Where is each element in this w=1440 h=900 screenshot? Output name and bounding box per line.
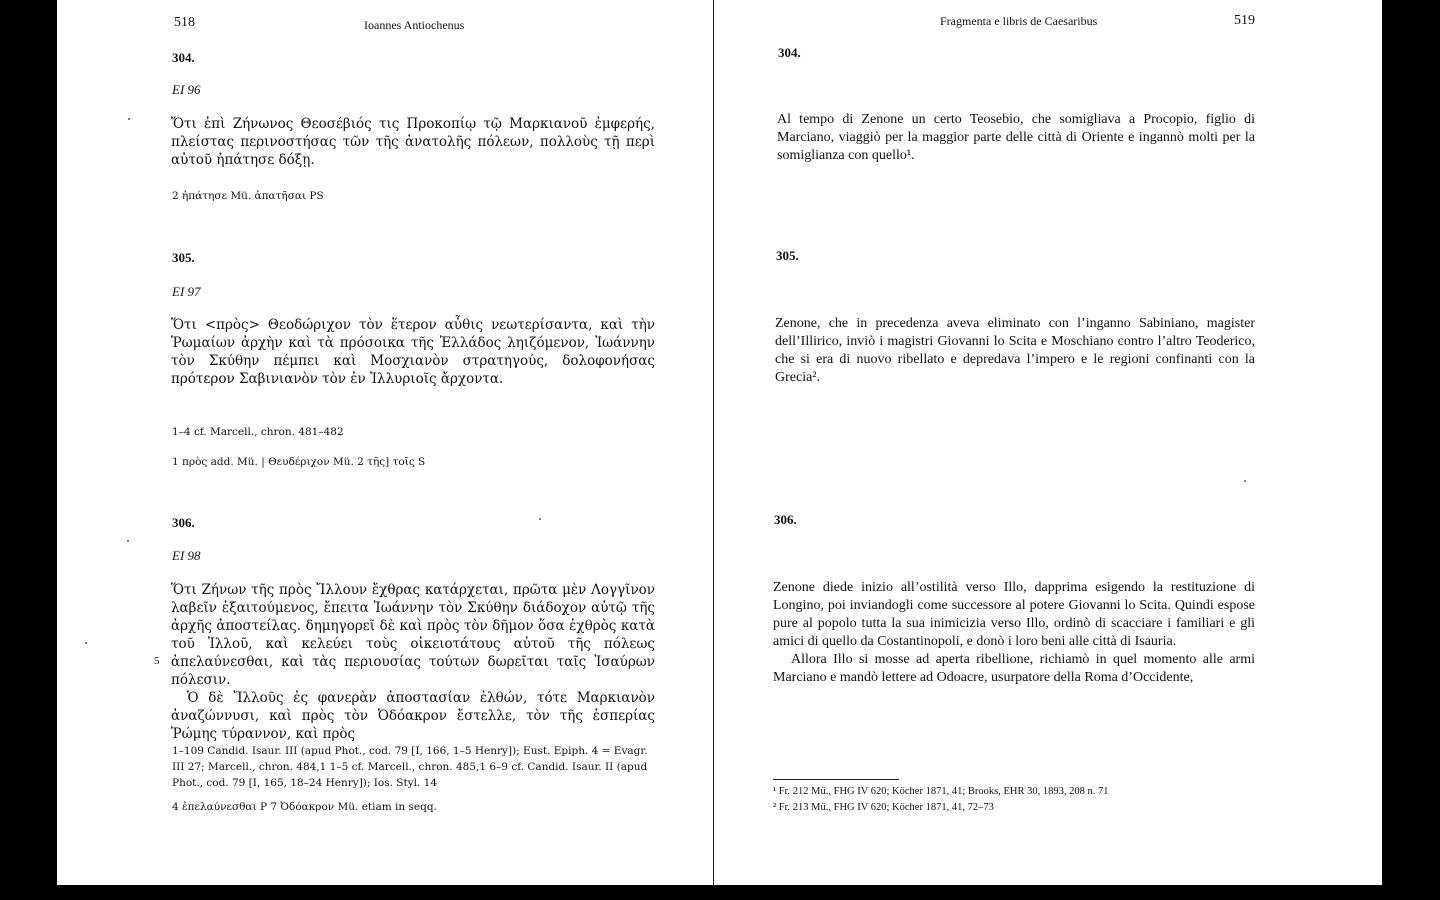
fragment-source-306: EI 98	[172, 548, 201, 563]
right-page	[714, 0, 1382, 885]
book-spread	[57, 0, 1382, 885]
apparatus-line: 4 ἐπελαύνεσθαι P 7 Ὀδόακρον Mü. etiam in seqq.	[172, 801, 437, 813]
italian-paragraph: Zenone, che in precedenza aveva eliminato con l’inganno Sabiniano, magister dell’Illirico, inviò i magistri Giovanni lo Scita e Moschiano contro l’altro Teoderico, che si era di nuovo ribellato e depredava l’impero e le regioni confinanti con la Grecia².	[775, 316, 1255, 385]
italian-text-306	[773, 579, 1255, 687]
fragment-number-304-it: 304.	[778, 45, 801, 60]
greek-paragraph: Ὁ δὲ Ἴλλοῦς ἐς φανερὰν ἀποστασίαν ἐλθών, τότε Μαρκιανὸν ἀναζώννυσι, καὶ πρὸς τὸν Ὀδόακρον ἔστελλε, τὸν τῆς ἑσπερίας Ῥώμης τύραννον, καὶ πρὸς	[171, 690, 655, 742]
fragment-number-305: 305.	[172, 250, 195, 265]
apparatus-line: 2 ἠπάτησε Mü. ἀπατῆσαι PS	[172, 190, 324, 202]
greek-text-306	[171, 581, 655, 743]
footnote-rule	[773, 779, 899, 780]
italian-paragraph: Zenone diede inizio all’ostilità verso Illo, dapprima esigendo la restituzione di Longino, poi inviandogli come successore al potere Giovanni lo Scita. Quindi espose pure al popolo tutta la sua inimicizia verso Illo, ordinò di scacciare i familiari e gli amici di quello da Costantinopoli, e donò i loro beni alle città di Isauria.	[773, 580, 1255, 649]
footnotes	[773, 784, 1293, 816]
apparatus-304	[172, 188, 656, 204]
right-running-head: Fragmenta e libris de Caesaribus	[940, 14, 1098, 28]
right-folio: 519	[1234, 13, 1255, 28]
greek-text-304	[171, 115, 655, 169]
left-folio: 518	[174, 15, 195, 30]
fragment-number-304: 304.	[172, 50, 195, 65]
fragment-number-306-it: 306.	[774, 512, 797, 527]
fragment-number-306: 306.	[172, 515, 195, 530]
apparatus-line: 1–109 Candid. Isaur. III (apud Phot., cod. 79 [I, 166, 1–5 Henry]); Eust. Epiph. 4 = Evagr. III 27; Marcell., chron. 484,1 1–5 cf. Marcell., chron. 485,1 6–9 cf. Candid. Isaur. II (apud Phot., cod. 79 [I, 165, 18–24 Henry]); Ios. Styl. 14	[172, 745, 648, 789]
left-running-head: Ioannes Antiochenus	[364, 18, 465, 32]
left-page	[57, 0, 713, 885]
fragment-source-304: EI 96	[172, 82, 201, 97]
line-number: 5	[154, 655, 160, 667]
fragment-number-305-it: 305.	[776, 248, 799, 263]
apparatus-line: 1–4 cf. Marcell., chron. 481–482	[172, 426, 344, 438]
fragment-source-305: EI 97	[172, 284, 201, 299]
greek-paragraph: Ὅτι <πρὸς> Θεοδώριχον τὸν ἕτερον αὖθις νεωτερίσαντα, καὶ τὴν Ῥωμαίων ἀρχὴν καὶ τὰ πρόσοικα τῆς Ἑλλάδος ληιζόμενον, Ἰωάννην τὸν Σκύθην πέμπει καὶ Μοσχιανὸν στρατηγούς, δολοφονήσας πρότερον Σαβινιανὸν τὸν ἐν Ἰλλυριοῖς ἄρχοντα.	[171, 317, 655, 387]
footnote: ¹ Fr. 212 Mü., FHG IV 620; Köcher 1871, 41; Brooks, EHR 30, 1893, 208 n. 71	[773, 786, 1109, 797]
greek-paragraph: Ὅτι Ζήνων τῆς πρὸς Ἴλλουν ἔχθρας κατάρχεται, πρῶτα μὲν Λογγῖνον λαβεῖν ἐξαιτούμενος, ἔπειτα Ἰωάννην τὸν Σκύθην διάδοχον αὐτῷ τῆς ἀρχῆς ἀποστείλας. δημηγορεῖ δὲ καὶ πρὸς τὸν δῆμον ὅσα ἐχθρὸς κατὰ τοῦ Ἰλλοῦ, καὶ κελεύει τοὺς οἰκειοτάτους αὐτοῦ τῆς πόλεως ἀπελαύνεσθαι, καὶ τὰς περιουσίας τούτων δωρεῖται ταῖς Ἰσαύρων πόλεσιν.	[171, 582, 655, 688]
greek-paragraph: Ὅτι ἐπὶ Ζήνωνος Θεοσέβιός τις Προκοπίῳ τῷ Μαρκιανοῦ ἐμφερής, πλείστας περινοστήσας τῶν τῆς ἀνατολῆς πόλεων, πολλοὺς τῇ περὶ αὐτοῦ ἠπάτησε δόξῃ.	[171, 116, 655, 168]
footnote: ² Fr. 213 Mü., FHG IV 620; Köcher 1871, 41, 72–73	[773, 802, 994, 813]
apparatus-line: 1 πρὸς add. Mü. | Θευδέριχον Mü. 2 τῆς] τοῖς S	[172, 456, 426, 468]
apparatus-306	[172, 743, 656, 815]
apparatus-305	[172, 424, 656, 470]
italian-paragraph: Allora Illo si mosse ad aperta ribellione, richiamò in quel momento alle armi Marciano e mandò lettere ad Odoacre, usurpatore della Roma d’Occidente,	[773, 652, 1255, 685]
italian-text-305	[775, 315, 1255, 387]
italian-text-304	[777, 111, 1255, 165]
italian-paragraph: Al tempo di Zenone un certo Teosebio, che somigliava a Procopio, figlio di Marciano, viaggiò per la maggior parte delle città di Oriente e ingannò molti per la somiglianza con quello¹.	[777, 112, 1255, 163]
greek-text-305	[171, 316, 655, 388]
